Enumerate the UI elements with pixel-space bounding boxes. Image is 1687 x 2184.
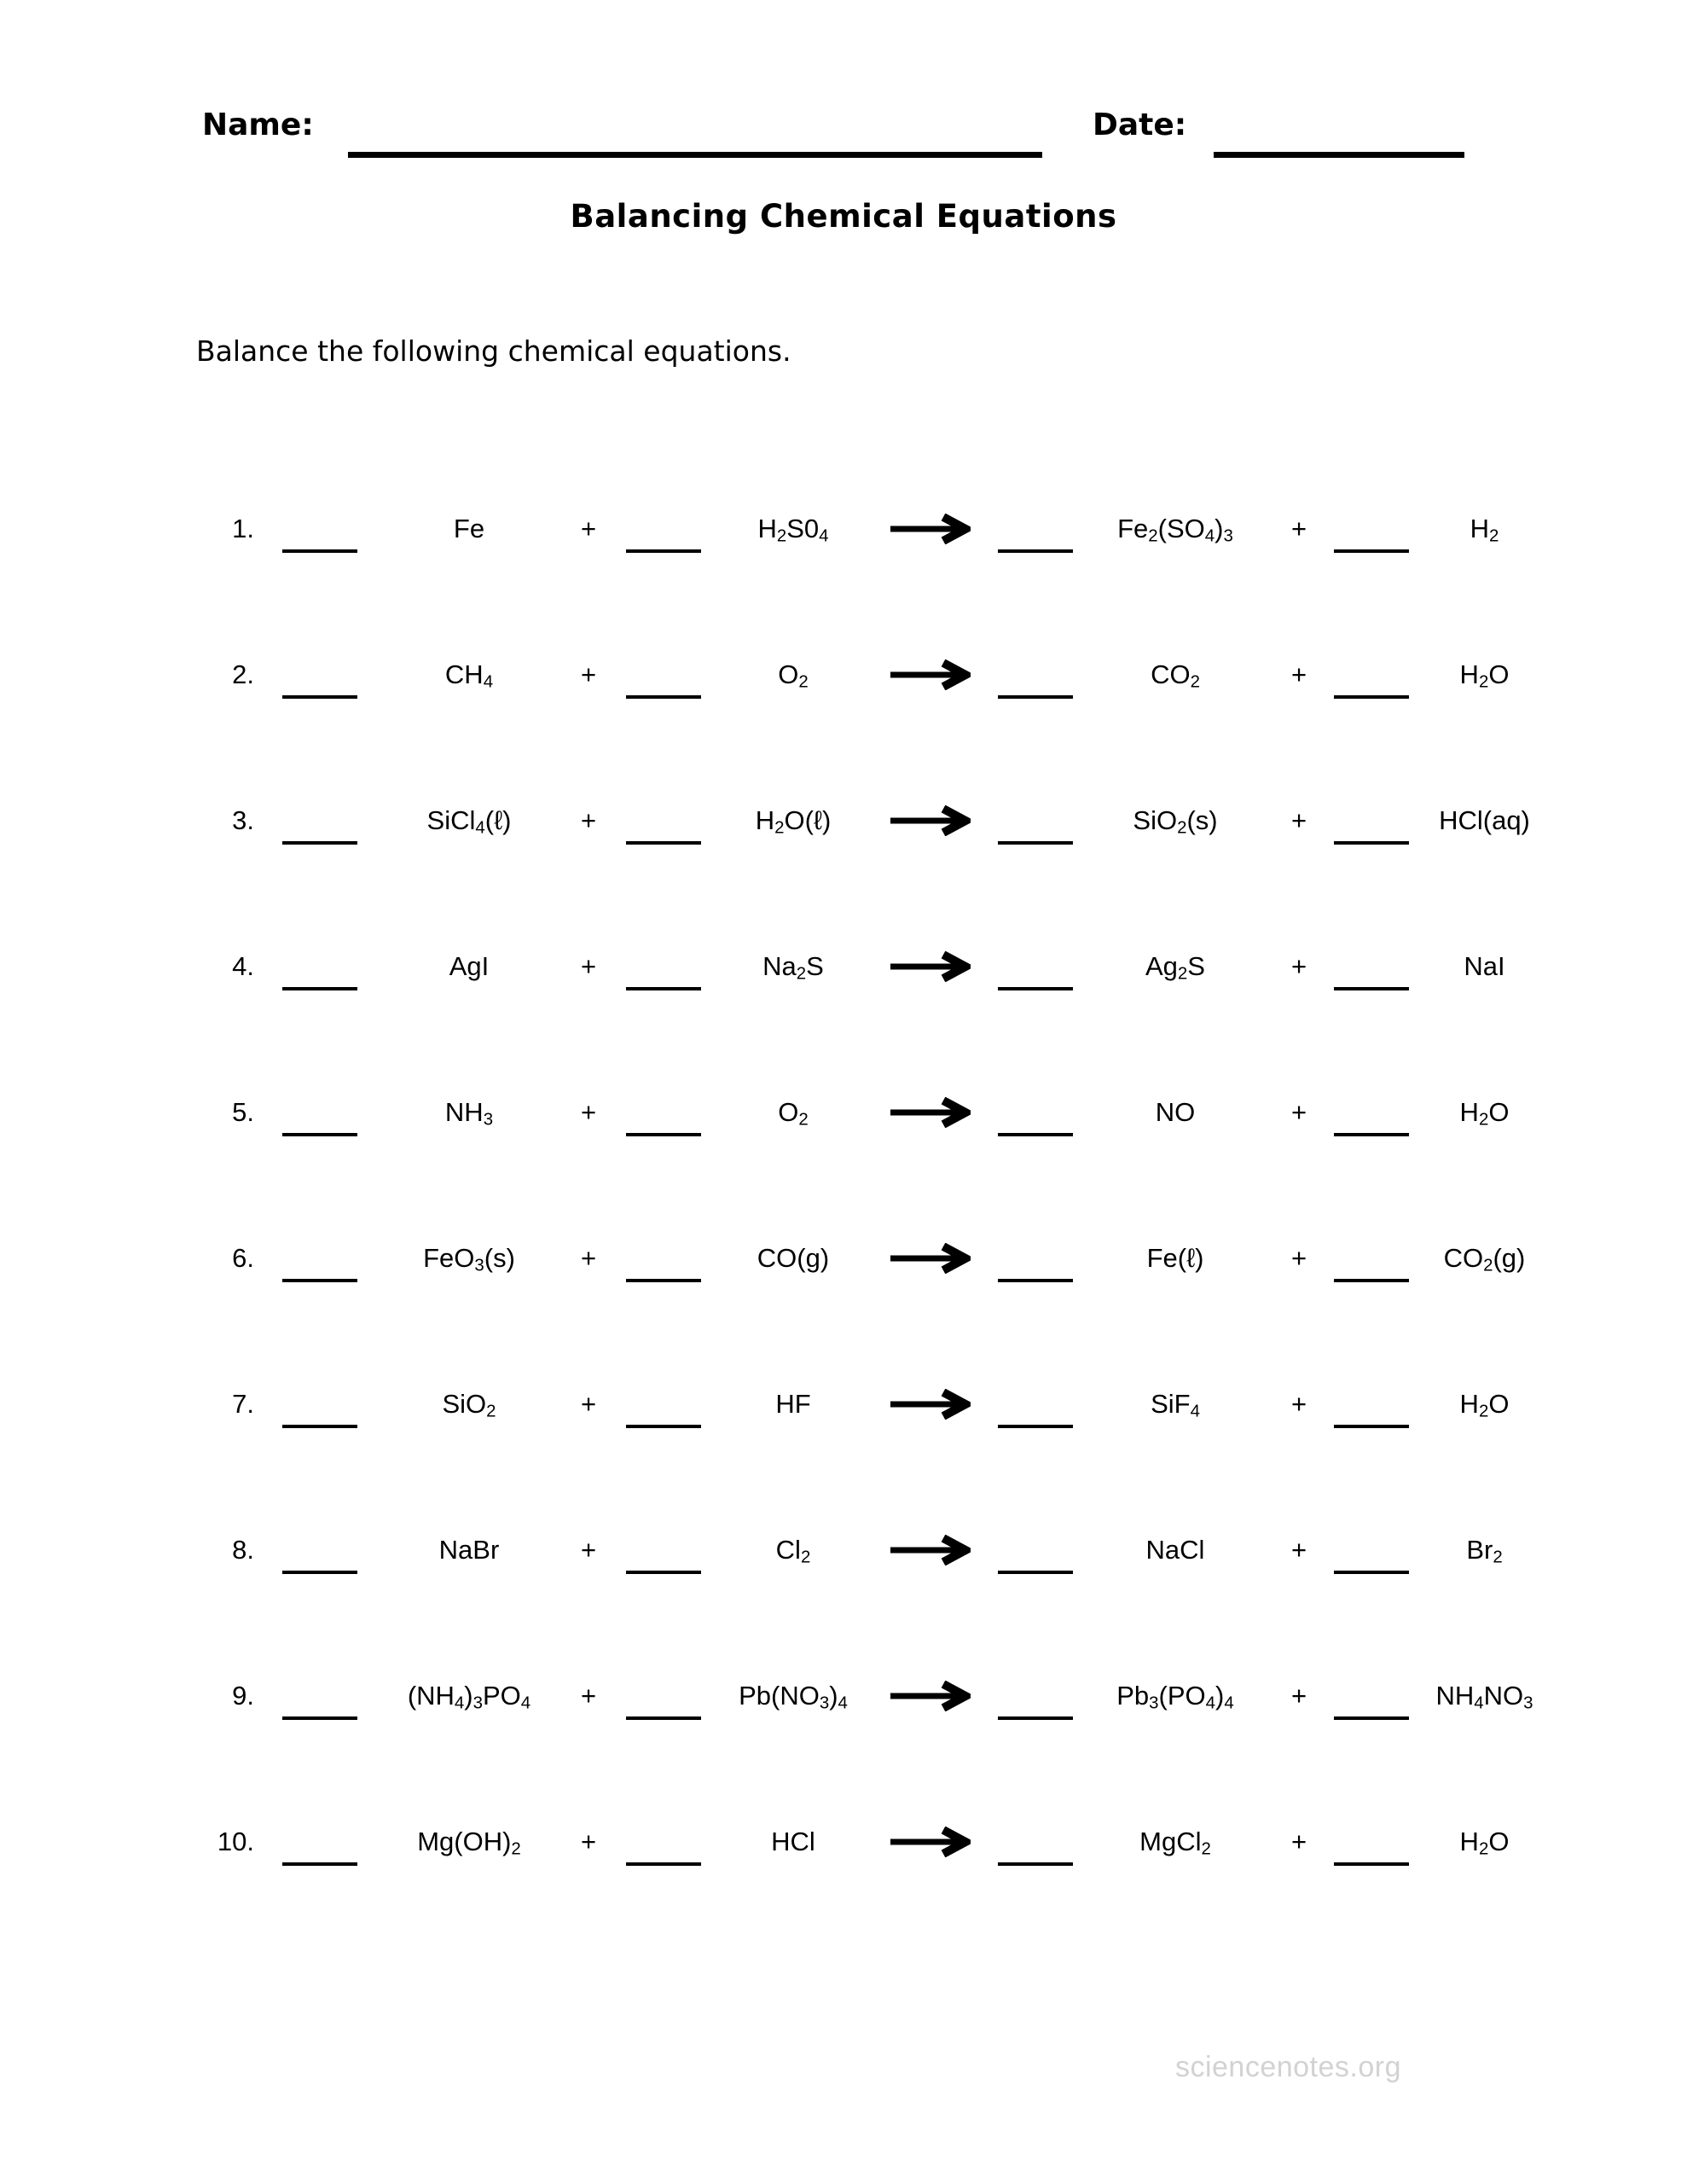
name-label: Name: (202, 107, 314, 142)
right-arrow-icon (889, 951, 971, 982)
coefficient-blank[interactable] (1334, 1691, 1409, 1720)
plus-operator: + (580, 1388, 597, 1419)
product-2-formula: HCl(aq) (1439, 804, 1530, 835)
right-arrow-icon (889, 1389, 971, 1420)
coefficient-blank[interactable] (282, 1107, 357, 1136)
equation-number: 5. (232, 1096, 254, 1127)
reactant-2-formula: $O_2$ (778, 1096, 809, 1129)
coefficient-blank[interactable] (626, 1545, 701, 1574)
product-2-formula: $H_2$ (1470, 513, 1499, 545)
reactant-1-formula: Fe (453, 513, 485, 543)
plus-operator: + (1290, 1388, 1307, 1419)
plus-operator: + (580, 659, 597, 689)
reactant-1-formula: SiCl$_4$(ℓ) (426, 804, 512, 837)
equation-row (179, 747, 1559, 893)
coefficient-blank[interactable] (626, 1399, 701, 1428)
equation-number: 1. (232, 513, 254, 543)
product-2-formula: $H_2O$ (1459, 1096, 1510, 1129)
right-arrow-icon (889, 659, 971, 690)
coefficient-blank[interactable] (626, 1691, 701, 1720)
equation-row (179, 456, 1559, 601)
coefficient-blank[interactable] (998, 1691, 1073, 1720)
product-1-formula: $CO_2$ (1151, 659, 1200, 691)
plus-operator: + (1290, 1680, 1307, 1711)
product-1-formula: $Fe_2(SO_4)_3$ (1117, 513, 1233, 545)
product-1-formula: NaCl (1145, 1534, 1205, 1565)
coefficient-blank[interactable] (282, 1253, 357, 1282)
coefficient-blank[interactable] (626, 524, 701, 553)
coefficient-blank[interactable] (626, 670, 701, 699)
coefficient-blank[interactable] (998, 670, 1073, 699)
reactant-1-formula: SiO$_2$ (442, 1388, 496, 1420)
plus-operator: + (1290, 659, 1307, 689)
reactant-1-formula: $Mg(OH)_2$ (417, 1826, 521, 1858)
footer-watermark: sciencenotes.org (1174, 2051, 1401, 2083)
coefficient-blank[interactable] (1334, 1837, 1409, 1866)
coefficient-blank[interactable] (1334, 1545, 1409, 1574)
reactant-1-formula: AgI (449, 950, 490, 981)
right-arrow-icon (889, 1827, 971, 1857)
coefficient-blank[interactable] (282, 816, 357, 845)
coefficient-blank[interactable] (1334, 1253, 1409, 1282)
reactant-1-formula: NaBr (438, 1534, 500, 1565)
product-1-formula: Fe(ℓ) (1146, 1242, 1204, 1273)
coefficient-blank[interactable] (998, 1253, 1073, 1282)
reactant-1-formula: $NH_3$ (444, 1096, 494, 1129)
product-2-formula: $H_2O$ (1459, 1826, 1510, 1858)
equation-number: 9. (232, 1680, 254, 1711)
plus-operator: + (1290, 950, 1307, 981)
equation-row (179, 1039, 1559, 1185)
plus-operator: + (1290, 804, 1307, 835)
equation-row (179, 1623, 1559, 1769)
coefficient-blank[interactable] (282, 1691, 357, 1720)
coefficient-blank[interactable] (1334, 1399, 1409, 1428)
product-2-formula: NaI (1464, 950, 1505, 981)
reactant-2-formula: CO(g) (757, 1242, 830, 1273)
coefficient-blank[interactable] (998, 1107, 1073, 1136)
equation-row (179, 1769, 1559, 1914)
reactant-1-formula: FeO$_3$(s) (423, 1242, 515, 1275)
coefficient-blank[interactable] (282, 524, 357, 553)
right-arrow-icon (889, 514, 971, 544)
coefficient-blank[interactable] (626, 961, 701, 990)
coefficient-blank[interactable] (1334, 1107, 1409, 1136)
equation-number: 4. (232, 950, 254, 981)
equation-list (179, 456, 1559, 1914)
right-arrow-icon (889, 805, 971, 836)
coefficient-blank[interactable] (626, 1107, 701, 1136)
reactant-2-formula: HCl (771, 1826, 815, 1856)
instruction-text: Balance the following chemical equations. (196, 334, 791, 368)
product-2-formula: $H_2O$ (1459, 1388, 1510, 1420)
coefficient-blank[interactable] (626, 1253, 701, 1282)
coefficient-blank[interactable] (282, 1837, 357, 1866)
plus-operator: + (580, 1096, 597, 1127)
plus-operator: + (580, 1534, 597, 1565)
coefficient-blank[interactable] (998, 1837, 1073, 1866)
product-1-formula: $Ag_2S$ (1145, 950, 1205, 983)
right-arrow-icon (889, 1535, 971, 1565)
coefficient-blank[interactable] (282, 670, 357, 699)
reactant-2-formula: $H_2S0_4$ (757, 513, 829, 545)
equation-number: 2. (232, 659, 254, 689)
coefficient-blank[interactable] (282, 1545, 357, 1574)
date-input-line[interactable] (1214, 152, 1464, 158)
equation-row (179, 1185, 1559, 1331)
equation-number: 7. (232, 1388, 254, 1419)
reactant-2-formula: $Na_2S$ (762, 950, 824, 983)
coefficient-blank[interactable] (998, 1545, 1073, 1574)
coefficient-blank[interactable] (1334, 961, 1409, 990)
product-2-formula: $Br_2$ (1466, 1534, 1503, 1566)
equation-number: 6. (232, 1242, 254, 1273)
coefficient-blank[interactable] (626, 1837, 701, 1866)
product-1-formula: NO (1155, 1096, 1196, 1127)
equation-number: 10. (217, 1826, 254, 1856)
page-title: Balancing Chemical Equations (570, 198, 1117, 235)
coefficient-blank[interactable] (998, 524, 1073, 553)
plus-operator: + (1290, 1534, 1307, 1565)
coefficient-blank[interactable] (998, 816, 1073, 845)
product-1-formula: SiO$_2$(s) (1133, 804, 1218, 837)
coefficient-blank[interactable] (282, 961, 357, 990)
reactant-2-formula: HF (775, 1388, 811, 1419)
plus-operator: + (1290, 513, 1307, 543)
product-2-formula: $NH_4NO_3$ (1435, 1680, 1533, 1712)
reactant-1-formula: $(NH_4)_3PO_4$ (407, 1680, 531, 1712)
coefficient-blank[interactable] (998, 961, 1073, 990)
date-label: Date: (1093, 107, 1187, 142)
product-1-formula: MgCl$_2$ (1139, 1826, 1211, 1858)
equation-row (179, 1477, 1559, 1623)
right-arrow-icon (889, 1243, 971, 1274)
plus-operator: + (1290, 1826, 1307, 1856)
equation-row (179, 1331, 1559, 1477)
coefficient-blank[interactable] (1334, 816, 1409, 845)
reactant-2-formula: $O_2$ (778, 659, 809, 691)
plus-operator: + (1290, 1242, 1307, 1273)
plus-operator: + (580, 950, 597, 981)
plus-operator: + (1290, 1096, 1307, 1127)
equation-number: 8. (232, 1534, 254, 1565)
reactant-2-formula: $Cl_2$ (775, 1534, 811, 1566)
plus-operator: + (580, 1826, 597, 1856)
coefficient-blank[interactable] (626, 816, 701, 845)
plus-operator: + (580, 1242, 597, 1273)
reactant-1-formula: $CH_4$ (444, 659, 494, 691)
equation-number: 3. (232, 804, 254, 835)
coefficient-blank[interactable] (1334, 524, 1409, 553)
reactant-2-formula: $H_2O(\ell)$ (755, 804, 832, 837)
plus-operator: + (580, 513, 597, 543)
coefficient-blank[interactable] (282, 1399, 357, 1428)
product-1-formula: $Pb_3(PO_4)_4$ (1116, 1680, 1234, 1712)
coefficient-blank[interactable] (1334, 670, 1409, 699)
product-2-formula: $H_2O$ (1459, 659, 1510, 691)
coefficient-blank[interactable] (998, 1399, 1073, 1428)
name-input-line[interactable] (348, 152, 1042, 158)
product-1-formula: SiF$_4$ (1151, 1388, 1200, 1420)
equation-row (179, 893, 1559, 1039)
plus-operator: + (580, 1680, 597, 1711)
plus-operator: + (580, 804, 597, 835)
equation-row (179, 601, 1559, 747)
right-arrow-icon (889, 1097, 971, 1128)
product-2-formula: $CO_2(g)$ (1443, 1242, 1526, 1275)
right-arrow-icon (889, 1681, 971, 1711)
reactant-2-formula: $Pb(NO_3)_4$ (739, 1680, 848, 1712)
